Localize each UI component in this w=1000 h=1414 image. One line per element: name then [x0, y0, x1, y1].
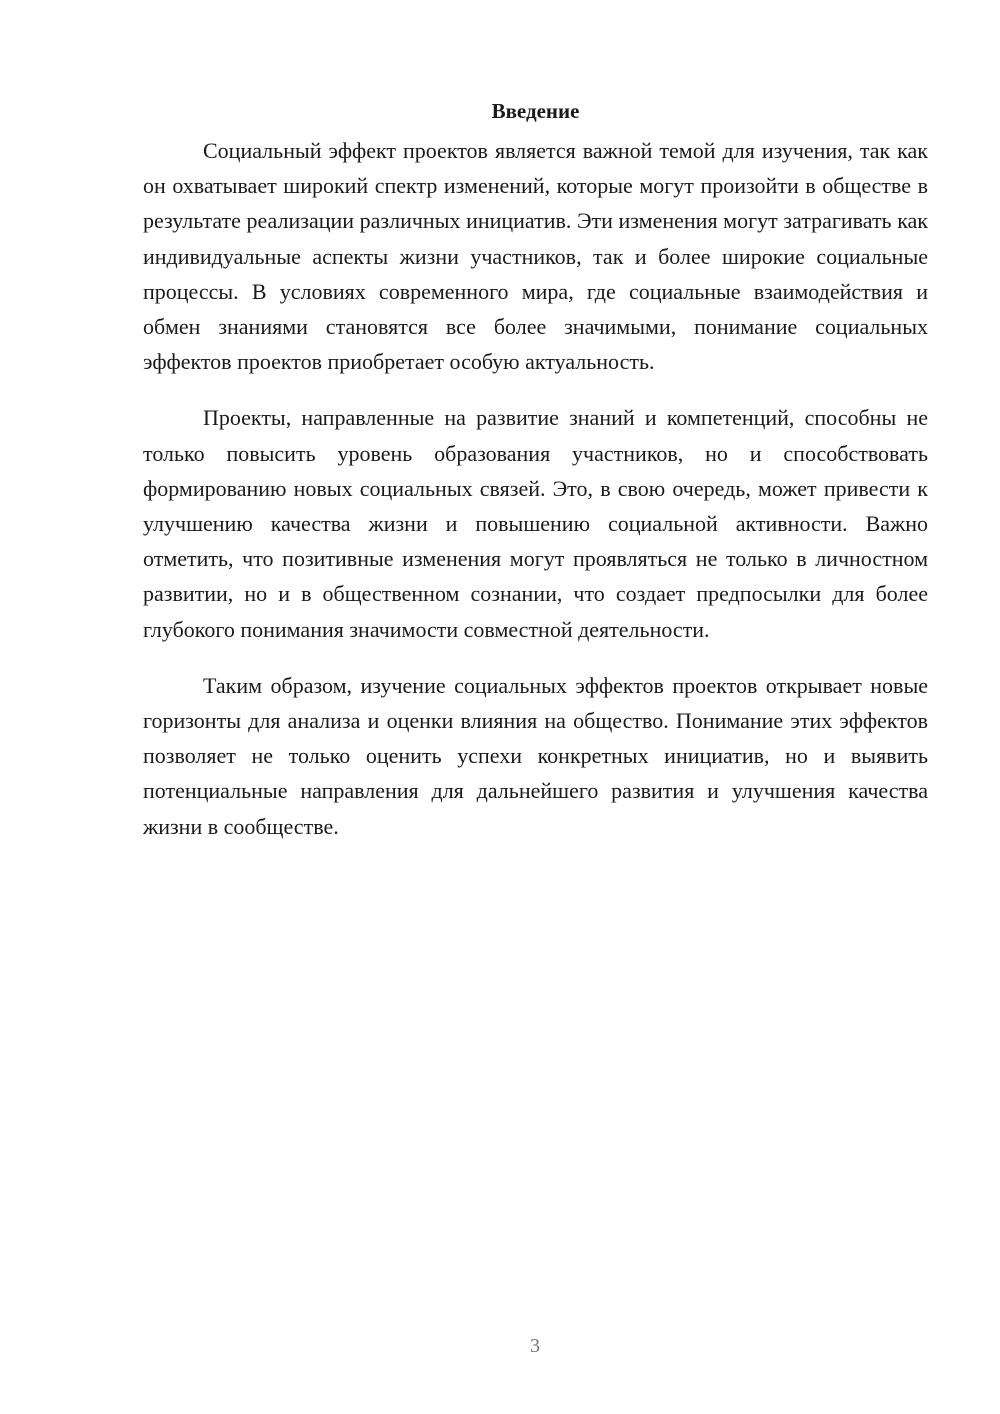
paragraph-3: Таким образом, изучение социальных эффектов проектов открывает новые горизонты для анализа и оценки влияния на общество. Понимание этих эффектов позволяет не только оценить успехи конкретных инициатив, но и выявить потенциальные направления для дальнейшего развития и улучшения качества жизни в сообществе. [143, 672, 928, 839]
paragraph-2: Проекты, направленные на развитие знаний и компетенций, способны не только повысить уровень образования участников, но и способствовать формированию новых социальных связей. Это, в свою очередь, может привести к улучшению качества жизни и повышению социальной активности. Важно отметить, что позитивные изменения могут проявляться не только в личностном развитии, но и в общественном сознании, что создает предпосылки для более глубокого понимания значимости совместной деятельности. [143, 405, 928, 642]
page-number: 3 [530, 1335, 540, 1357]
paragraph-1: Социальный эффект проектов является важной темой для изучения, так как он охватывает широкий спектр изменений, которые могут произойти в обществе в результате реализации различных инициатив. Эти изменения могут затрагивать как индивидуальные аспекты жизни участников, так и более широкие социальные процессы. В условиях современного мира, где социальные взаимодействия и обмен знаниями становятся все более значимыми, понимание социальных эффектов проектов приобретает особую актуальность. [143, 138, 928, 375]
section-title: Введение [491, 99, 580, 123]
page-content [143, 96, 928, 865]
